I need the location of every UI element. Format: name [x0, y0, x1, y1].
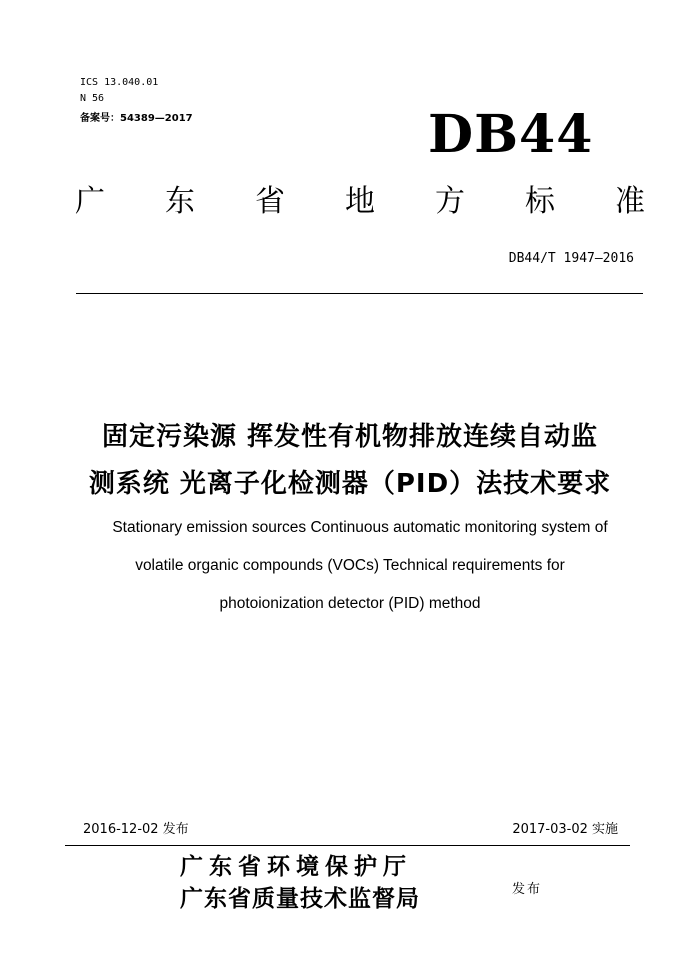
standard-type-char: 标	[525, 184, 555, 219]
ics-code: ICS 13.040.01	[80, 77, 159, 88]
issue-date: 2016-12-02 发布	[83, 822, 189, 837]
classification-code: N 56	[80, 93, 105, 104]
standard-number: DB44/T 1947—2016	[508, 251, 634, 266]
filing-number: 备案号：54389—2017	[80, 113, 193, 124]
standard-type	[75, 182, 645, 222]
standard-type-char: 地	[345, 184, 375, 219]
english-title-line-3: photoionization detector (PID) method	[219, 595, 481, 612]
standard-type-char: 准	[615, 184, 645, 219]
bottom-divider	[65, 845, 630, 846]
standard-type-char: 广	[75, 184, 105, 219]
chinese-title-line-2: 测系统 光离子化检测器（PID）法技术要求	[88, 469, 612, 499]
publish-label: 发布	[512, 882, 543, 897]
english-title-line-1: Stationary emission sources Continuous automatic monitoring system of	[112, 519, 608, 536]
chinese-title-line-1: 固定污染源 挥发性有机物排放连续自动监	[101, 422, 599, 452]
issuer-quality-bureau: 广东省质量技术监督局	[180, 885, 420, 912]
standard-type-char: 方	[435, 184, 465, 219]
standard-type-char: 省	[255, 184, 285, 219]
implementation-date: 2017-03-02 实施	[512, 822, 618, 837]
db44-logo: DB44	[428, 104, 594, 165]
top-divider	[76, 293, 643, 294]
english-title-line-2: volatile organic compounds (VOCs) Technical requirements for	[135, 557, 565, 574]
standard-type-char: 东	[165, 184, 195, 219]
issuer-environment-dept: 广东省环境保护厅	[180, 853, 412, 880]
